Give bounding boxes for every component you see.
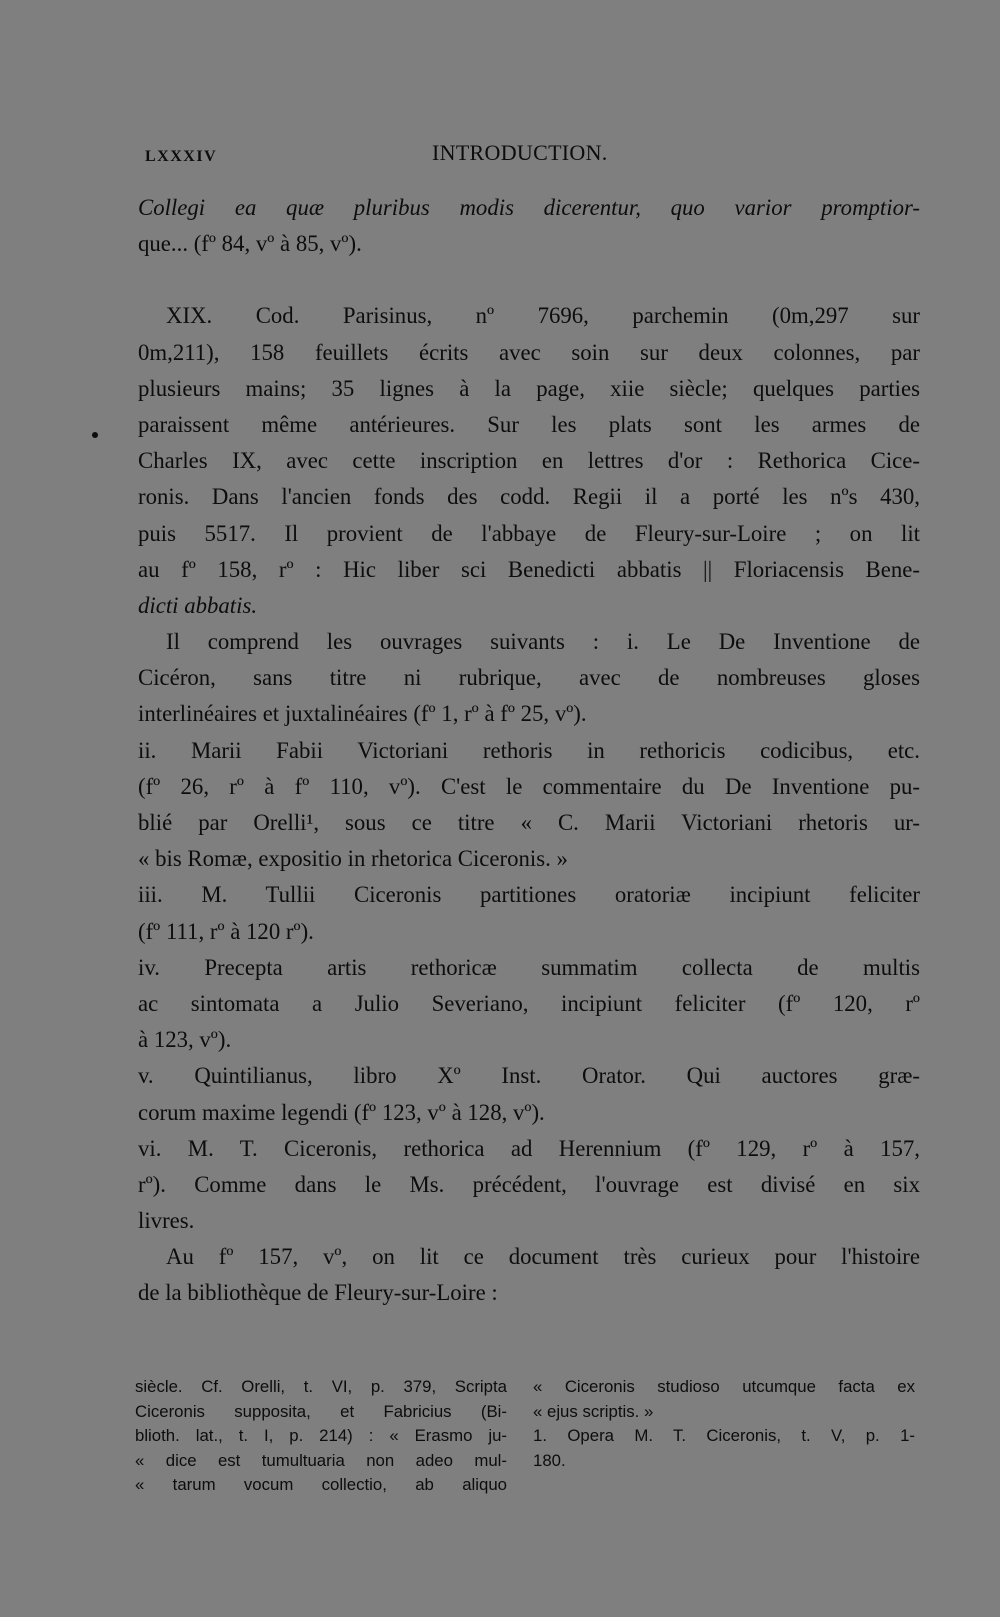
text-line: Collegi ea quæ pluribus modis dicerentur, quo varior promptior- (138, 195, 920, 220)
text-line: iii. M. Tullii Ciceronis partitiones oratoriæ incipiunt feliciter (138, 882, 920, 908)
text-line: XIX. Cod. Parisinus, nº 7696, parchemin (0m,297 sur (166, 303, 920, 329)
text-line: à 123, vº). (138, 1027, 232, 1053)
text-line: corum maxime legendi (fº 123, vº à 128, vº). (138, 1099, 545, 1125)
text-line: paraissent même antérieures. Sur les plats sont les armes de (138, 411, 920, 437)
footnote-column-right (533, 1375, 915, 1473)
text-line: (fº 26, rº à fº 110, vº). C'est le commentaire du De Inventione pu- (138, 773, 920, 799)
text-line: v. Quintilianus, libro Xº Inst. Orator. Qui auctores græ- (138, 1063, 920, 1089)
running-head (140, 140, 630, 176)
footnote-column-left (135, 1375, 507, 1498)
text-line: « bis Romæ, expositio in rhetorica Ciceronis. » (138, 846, 568, 872)
text-line: ac sintomata a Julio Severiano, incipiunt feliciter (fº 120, rº (138, 990, 920, 1016)
text-line: Charles IX, avec cette inscription en lettres d'or : Rethorica Cice- (138, 448, 920, 474)
text-line: 0m,211), 158 feuillets écrits avec soin sur deux colonnes, par (138, 339, 920, 365)
text-line: vi. M. T. Ciceronis, rethorica ad Herennium (fº 129, rº à 157, (138, 1135, 920, 1161)
footnote-line: « ejus scriptis. » (533, 1401, 654, 1421)
footnote-line: « tarum vocum collectio, ab aliquo (135, 1475, 507, 1494)
text-line: plusieurs mains; 35 lignes à la page, xiie siècle; quelques parties (138, 375, 920, 401)
text-line: (fº 111, rº à 120 rº). (138, 918, 314, 944)
text-line: blié par Orelli¹, sous ce titre « C. Marii Victoriani rhetoris ur- (138, 810, 920, 835)
footnote-line: 180. (533, 1450, 566, 1470)
text-line: que... (fº 84, vº à 85, vº). (138, 231, 362, 257)
text-line: interlinéaires et juxtalinéaires (fº 1, rº à fº 25, vº). (138, 701, 587, 727)
text-line: Il comprend les ouvrages suivants : i. Le De Inventione de (166, 629, 920, 655)
footnote-line: Ciceronis supposita, et Fabricius (Bi- (135, 1401, 507, 1421)
text-line: Cicéron, sans titre ni rubrique, avec de nombreuses gloses (138, 665, 920, 691)
main-text (138, 190, 920, 1312)
text-line: de la bibliothèque de Fleury-sur-Loire : (138, 1280, 498, 1306)
text-line: Au fº 157, vº, on lit ce document très curieux pour l'histoire (166, 1244, 920, 1270)
text-line: ronis. Dans l'ancien fonds des codd. Regii il a porté les nºs 430, (138, 484, 920, 510)
text-line: au fº 158, rº : Hic liber sci Benedicti abbatis || Floriacensis Bene- (138, 556, 920, 582)
page-number: LXXXIV (145, 148, 218, 165)
footnote-line: siècle. Cf. Orelli, t. VI, p. 379, Scripta (135, 1377, 507, 1396)
footnote-line: « Ciceronis studioso utcumque facta ex (533, 1377, 915, 1396)
running-title: INTRODUCTION. (432, 140, 608, 165)
text-line: iv. Precepta artis rethoricæ summatim collecta de multis (138, 954, 920, 980)
margin-dot (92, 432, 98, 438)
text-line: dicti abbatis. (138, 592, 258, 618)
footnote-line: blioth. lat., t. I, p. 214) : « Erasmo ju- (135, 1426, 507, 1445)
text-line: rº). Comme dans le Ms. précédent, l'ouvrage est divisé en six (138, 1171, 920, 1197)
footnote-line: « dice est tumultuaria non adeo mul- (135, 1450, 507, 1470)
text-line: livres. (138, 1208, 195, 1234)
text-line: puis 5517. Il provient de l'abbaye de Fleury-sur-Loire ; on lit (138, 520, 920, 546)
paragraph-gap (138, 262, 920, 298)
text-line: ii. Marii Fabii Victoriani rethoris in rethoricis codicibus, etc. (138, 737, 920, 763)
footnote-line: 1. Opera M. T. Ciceronis, t. V, p. 1- (533, 1426, 915, 1445)
